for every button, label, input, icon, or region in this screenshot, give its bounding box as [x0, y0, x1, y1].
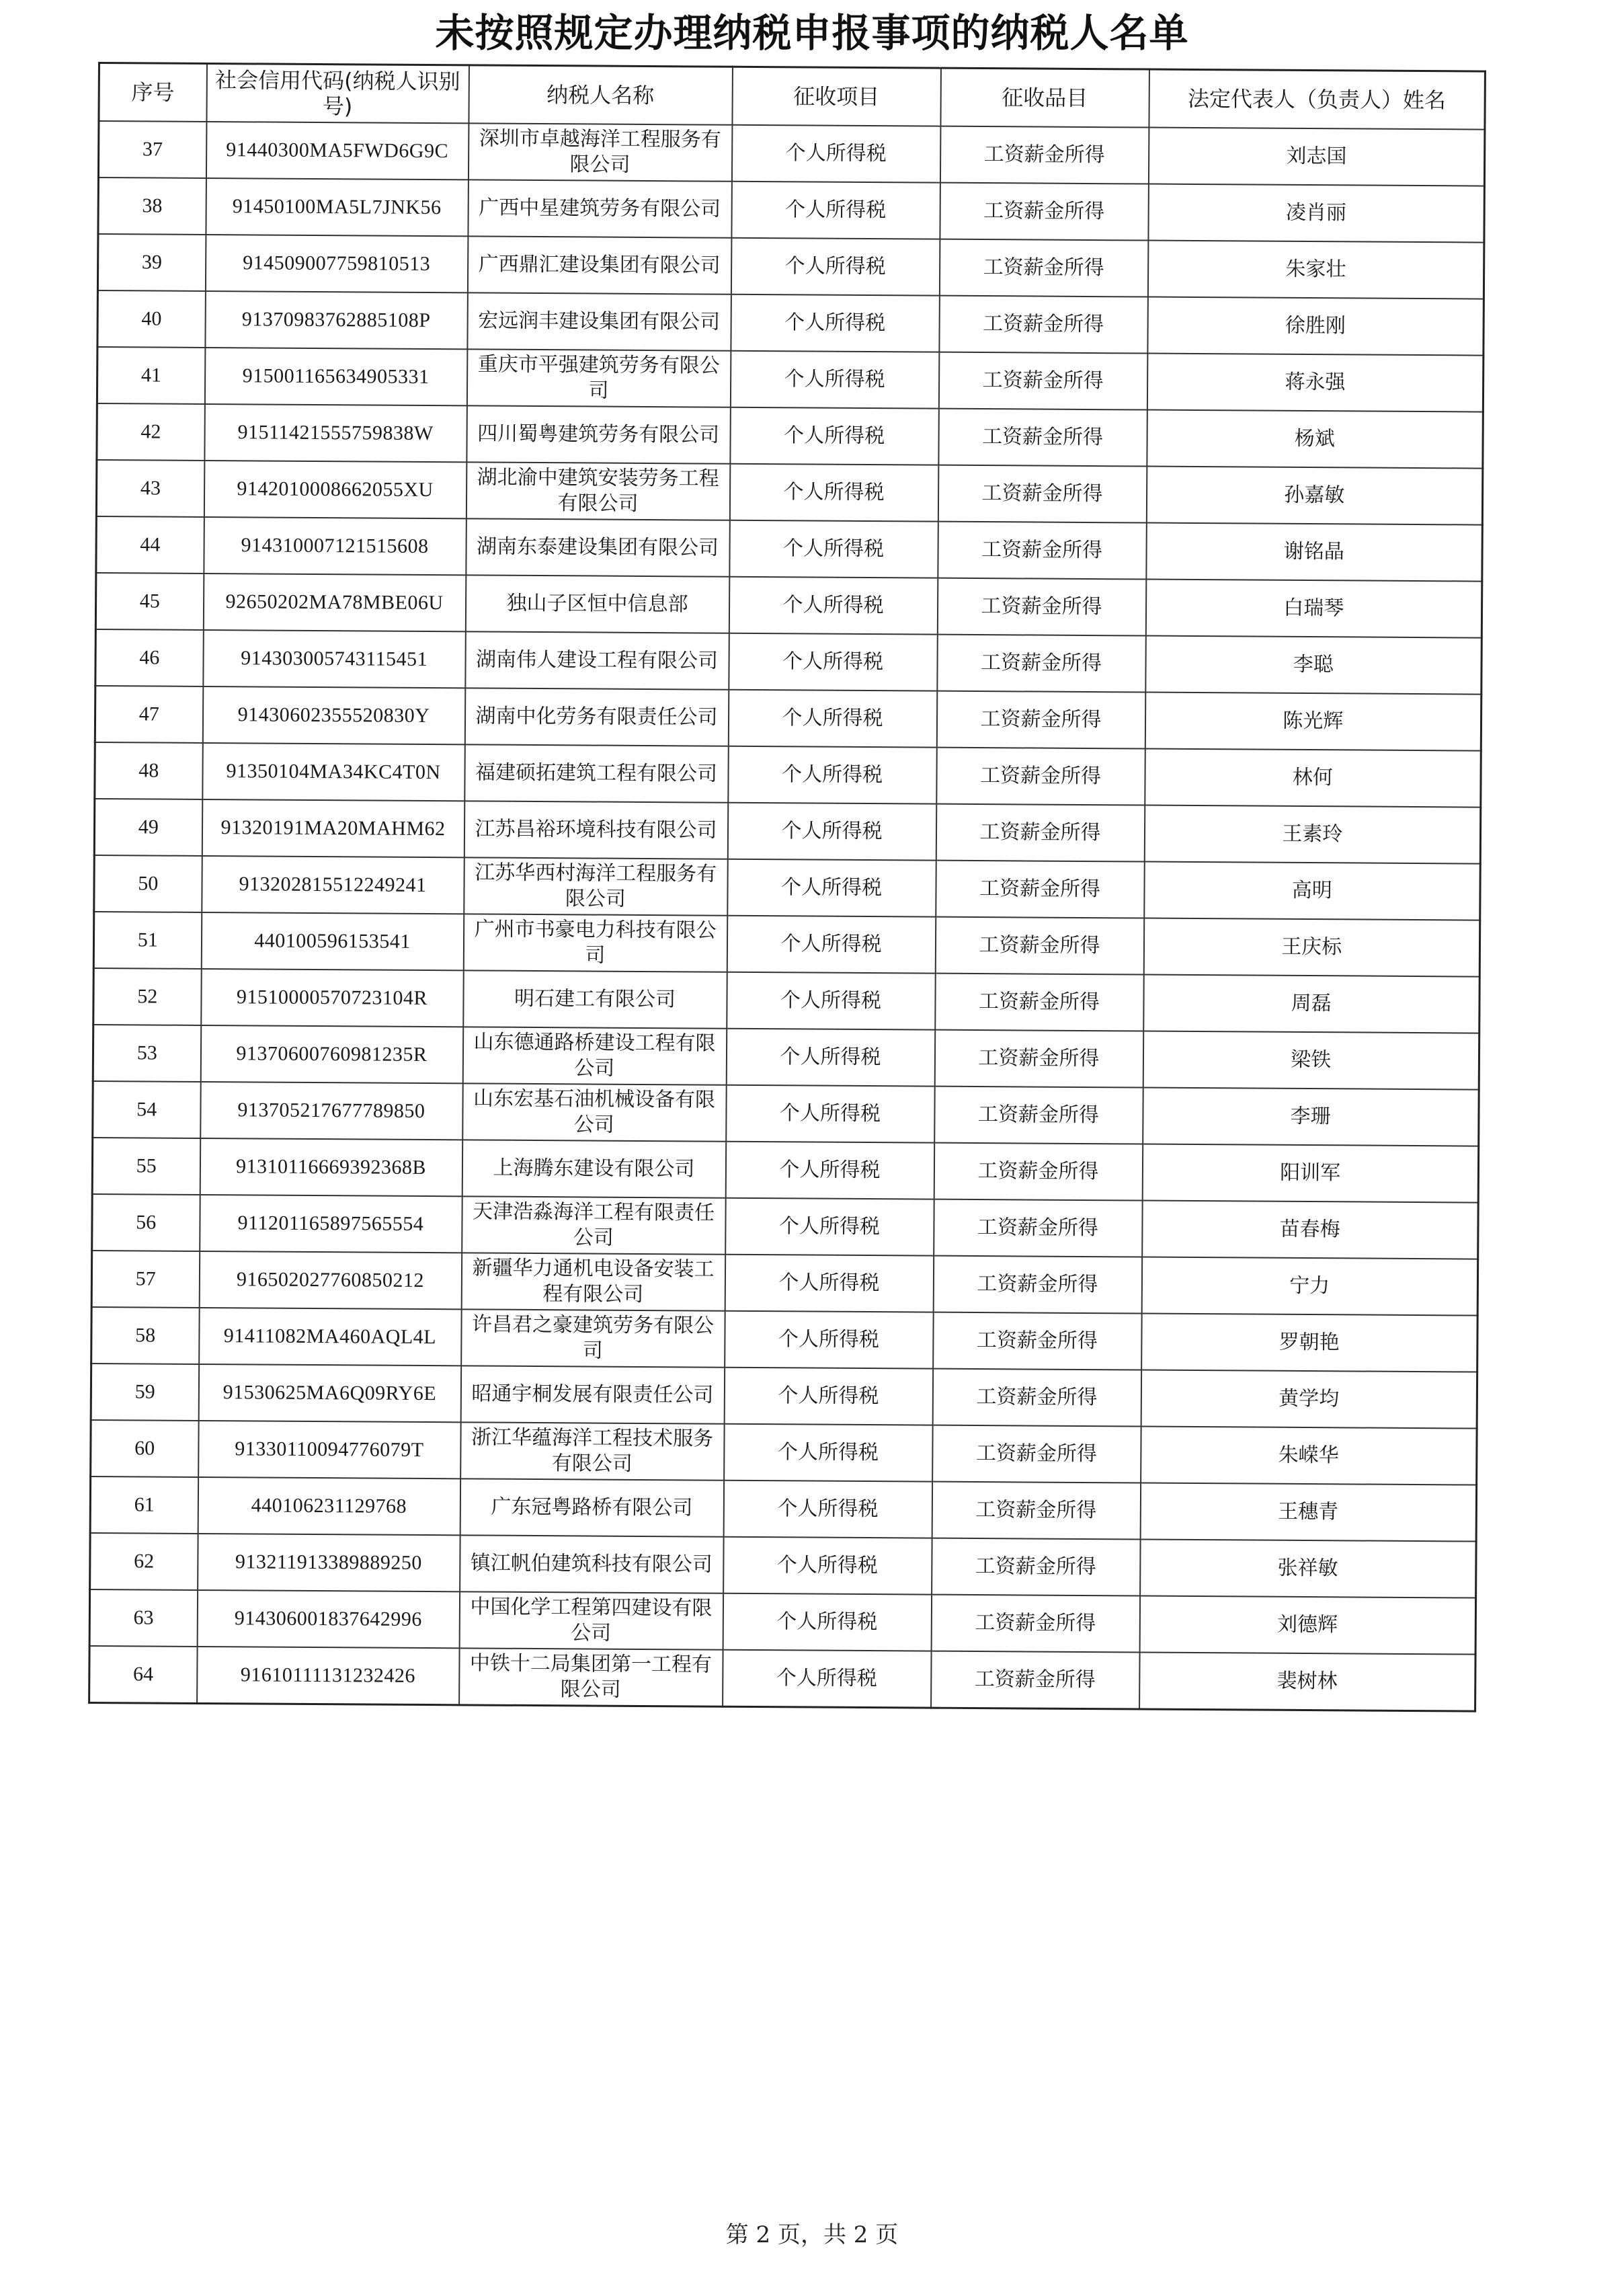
cell-tax-item: 个人所得税 — [723, 1593, 932, 1651]
cell-taxpayer-name: 中国化学工程第四建设有限公司 — [459, 1591, 723, 1649]
cell-credit-code: 440106231129768 — [198, 1477, 460, 1535]
table-body — [89, 121, 1485, 1711]
cell-legal-representative: 张祥敏 — [1140, 1540, 1477, 1598]
cell-seq: 59 — [91, 1364, 199, 1421]
cell-seq: 47 — [95, 686, 203, 743]
cell-tax-category: 工资薪金所得 — [936, 804, 1145, 862]
cell-credit-code: 9142010008662055XU — [204, 461, 466, 518]
cell-taxpayer-name: 福建硕拓建筑工程有限公司 — [464, 744, 729, 802]
cell-legal-representative: 陈光辉 — [1145, 693, 1481, 751]
cell-tax-item: 个人所得税 — [731, 182, 940, 239]
cell-legal-representative: 蒋永强 — [1147, 354, 1484, 412]
cell-seq: 44 — [96, 516, 204, 574]
cell-tax-item: 个人所得税 — [725, 1142, 934, 1199]
cell-legal-representative: 苗春梅 — [1142, 1201, 1479, 1259]
cell-credit-code: 91430602355520830Y — [202, 686, 465, 744]
cell-legal-representative: 谢铭晶 — [1146, 523, 1483, 582]
cell-taxpayer-name: 上海腾东建设有限公司 — [462, 1140, 726, 1197]
table-row — [94, 855, 1480, 920]
cell-credit-code: 914509007759810513 — [205, 235, 468, 292]
header-taxpayer-name: 纳税人名称 — [469, 65, 733, 125]
header-legal-representative: 法定代表人（负责人）姓名 — [1149, 69, 1486, 130]
cell-tax-item: 个人所得税 — [727, 859, 936, 917]
cell-seq: 43 — [96, 460, 204, 517]
cell-legal-representative: 白瑞琴 — [1145, 580, 1482, 638]
cell-tax-category: 工资薪金所得 — [932, 1425, 1141, 1483]
cell-legal-representative: 孙嘉敏 — [1146, 467, 1483, 525]
cell-legal-representative: 阳训军 — [1142, 1144, 1479, 1203]
cell-taxpayer-name: 广西鼎汇建设集团有限公司 — [467, 236, 731, 294]
cell-tax-category: 工资薪金所得 — [940, 126, 1149, 184]
table-row — [93, 1025, 1479, 1090]
cell-tax-item: 个人所得税 — [727, 916, 936, 974]
cell-tax-category: 工资薪金所得 — [931, 1651, 1140, 1709]
cell-taxpayer-name: 浙江华蕴海洋工程技术服务有限公司 — [460, 1422, 725, 1480]
cell-seq: 51 — [93, 912, 202, 969]
table-row — [96, 460, 1482, 525]
header-row — [99, 63, 1485, 130]
cell-tax-item: 个人所得税 — [724, 1368, 933, 1425]
cell-tax-item: 个人所得税 — [723, 1537, 932, 1595]
cell-tax-item: 个人所得税 — [724, 1424, 933, 1482]
header-credit-code: 社会信用代码(纳税人识别号) — [206, 63, 469, 123]
cell-tax-category: 工资薪金所得 — [936, 691, 1145, 749]
cell-seq: 42 — [97, 403, 205, 461]
cell-credit-code: 91510000570723104R — [201, 969, 464, 1027]
cell-credit-code: 91411082MA460AQL4L — [199, 1308, 462, 1366]
cell-seq: 41 — [97, 347, 205, 404]
cell-credit-code: 913202815512249241 — [202, 856, 464, 914]
cell-seq: 48 — [95, 742, 203, 799]
cell-legal-representative: 周磊 — [1143, 975, 1480, 1033]
cell-taxpayer-name: 江苏昌裕环境科技有限公司 — [464, 801, 728, 859]
cell-tax-item: 个人所得税 — [731, 125, 940, 183]
cell-taxpayer-name: 天津浩淼海洋工程有限责任公司 — [462, 1196, 726, 1254]
cell-seq: 56 — [92, 1194, 200, 1251]
cell-legal-representative: 王庆标 — [1143, 918, 1480, 977]
cell-taxpayer-name: 江苏华西村海洋工程服务有限公司 — [464, 857, 728, 915]
table-row — [98, 178, 1484, 243]
cell-tax-category: 工资薪金所得 — [939, 296, 1148, 354]
cell-taxpayer-name: 镇江帆伯建筑科技有限公司 — [460, 1535, 724, 1593]
taxpayer-table — [88, 62, 1486, 1712]
cell-legal-representative: 李珊 — [1143, 1088, 1479, 1146]
cell-credit-code: 91610111131232426 — [197, 1647, 460, 1705]
cell-taxpayer-name: 山东宏基石油机械设备有限公司 — [462, 1083, 727, 1141]
cell-seq: 49 — [94, 799, 202, 856]
cell-taxpayer-name: 山东德通路桥建设工程有限公司 — [462, 1027, 727, 1085]
cell-taxpayer-name: 四川蜀粤建筑劳务有限公司 — [466, 405, 731, 463]
cell-tax-item: 个人所得税 — [726, 1085, 935, 1143]
cell-tax-item: 个人所得税 — [727, 972, 936, 1030]
cell-seq: 55 — [92, 1138, 200, 1195]
cell-credit-code: 91310116669392368B — [200, 1138, 462, 1196]
cell-legal-representative: 徐胜刚 — [1147, 297, 1484, 356]
cell-tax-category: 工资薪金所得 — [934, 1143, 1143, 1201]
cell-seq: 63 — [89, 1589, 198, 1647]
cell-tax-category: 工资薪金所得 — [938, 352, 1147, 410]
cell-credit-code: 91320191MA20MAHM62 — [202, 799, 464, 857]
cell-tax-item: 个人所得税 — [728, 690, 937, 748]
table-row — [90, 1476, 1476, 1542]
cell-tax-category: 工资薪金所得 — [933, 1312, 1142, 1370]
cell-tax-item: 个人所得税 — [729, 633, 938, 691]
table-row — [93, 968, 1479, 1033]
cell-credit-code: 915001165634905331 — [204, 348, 467, 405]
cell-taxpayer-name: 重庆市平强建筑劳务有限公司 — [466, 349, 731, 407]
cell-taxpayer-name: 广州市书豪电力科技有限公司 — [463, 914, 727, 972]
cell-seq: 50 — [94, 855, 202, 912]
cell-tax-category: 工资薪金所得 — [939, 239, 1148, 297]
cell-tax-item: 个人所得税 — [729, 577, 938, 635]
table-row — [91, 1420, 1477, 1485]
cell-taxpayer-name: 昭通宇桐发展有限责任公司 — [460, 1366, 725, 1423]
cell-credit-code: 91370600760981235R — [200, 1025, 463, 1083]
cell-seq: 57 — [91, 1251, 200, 1308]
table-row — [97, 290, 1484, 356]
cell-tax-category: 工资薪金所得 — [934, 1030, 1143, 1088]
cell-legal-representative: 裴树林 — [1139, 1653, 1476, 1712]
table-row — [97, 403, 1483, 469]
cell-tax-item: 个人所得税 — [728, 746, 937, 804]
cell-credit-code: 92650202MA78MBE06U — [203, 574, 466, 631]
cell-taxpayer-name: 湖南东泰建设集团有限公司 — [466, 518, 730, 576]
cell-seq: 53 — [93, 1025, 201, 1082]
cell-taxpayer-name: 中铁十二局集团第一工程有限公司 — [459, 1648, 723, 1706]
header-tax-category: 征收品目 — [940, 68, 1149, 127]
cell-legal-representative: 王穗青 — [1140, 1483, 1477, 1542]
cell-tax-category: 工资薪金所得 — [940, 183, 1149, 241]
header-seq: 序号 — [99, 63, 207, 122]
cell-credit-code: 913705217677789850 — [200, 1082, 463, 1140]
cell-seq: 39 — [97, 234, 206, 291]
cell-legal-representative: 高明 — [1144, 862, 1481, 920]
table-row — [90, 1533, 1476, 1598]
cell-tax-category: 工资薪金所得 — [938, 465, 1147, 523]
cell-tax-item: 个人所得税 — [730, 351, 939, 409]
table-row — [91, 1307, 1477, 1372]
table-row — [91, 1364, 1477, 1429]
cell-tax-category: 工资薪金所得 — [934, 1199, 1143, 1257]
cell-tax-item: 个人所得税 — [729, 464, 938, 522]
cell-credit-code: 914306001837642996 — [197, 1590, 460, 1648]
cell-tax-category: 工资薪金所得 — [935, 917, 1144, 975]
cell-credit-code: 440100596153541 — [201, 912, 464, 970]
table-row — [94, 799, 1480, 864]
cell-seq: 37 — [98, 121, 206, 178]
cell-tax-category: 工资薪金所得 — [931, 1595, 1140, 1653]
cell-seq: 40 — [97, 290, 206, 348]
cell-taxpayer-name: 宏远润丰建设集团有限公司 — [467, 292, 731, 350]
cell-legal-representative: 朱嵘华 — [1141, 1427, 1477, 1485]
table-row — [92, 1138, 1478, 1203]
cell-seq: 45 — [95, 573, 204, 630]
cell-seq: 60 — [91, 1420, 199, 1477]
cell-taxpayer-name: 新疆华力通机电设备安装工程有限公司 — [461, 1253, 725, 1310]
cell-legal-representative: 刘德辉 — [1139, 1596, 1476, 1655]
cell-tax-item: 个人所得税 — [725, 1311, 934, 1369]
cell-tax-item: 个人所得税 — [727, 803, 936, 861]
cell-legal-representative: 林何 — [1145, 749, 1481, 807]
cell-legal-representative: 王素玲 — [1144, 805, 1481, 864]
cell-legal-representative: 凌肖丽 — [1148, 184, 1485, 243]
cell-seq: 62 — [90, 1533, 198, 1590]
cell-taxpayer-name: 湖北渝中建筑安装劳务工程有限公司 — [466, 462, 730, 520]
table-row — [89, 1646, 1475, 1711]
cell-tax-category: 工资薪金所得 — [936, 748, 1145, 805]
cell-taxpayer-name: 深圳市卓越海洋工程服务有限公司 — [468, 123, 732, 181]
cell-credit-code: 911201165897565554 — [200, 1195, 462, 1253]
cell-tax-category: 工资薪金所得 — [938, 522, 1147, 580]
table-row — [91, 1251, 1477, 1316]
table-row — [97, 347, 1483, 412]
cell-taxpayer-name: 许昌君之豪建筑劳务有限公司 — [461, 1309, 725, 1367]
cell-taxpayer-name: 广西中星建筑劳务有限公司 — [468, 180, 732, 237]
table-row — [95, 686, 1481, 751]
cell-tax-category: 工资薪金所得 — [938, 409, 1147, 467]
cell-seq: 64 — [89, 1646, 198, 1703]
cell-tax-item: 个人所得税 — [731, 238, 940, 296]
cell-tax-item: 个人所得税 — [723, 1481, 932, 1538]
table-row — [93, 1081, 1479, 1146]
cell-credit-code: 916502027760850212 — [199, 1251, 462, 1309]
cell-seq: 52 — [93, 968, 202, 1025]
cell-taxpayer-name: 湖南伟人建设工程有限公司 — [465, 631, 729, 689]
cell-tax-category: 工资薪金所得 — [937, 578, 1146, 636]
cell-credit-code: 914303005743115451 — [203, 630, 466, 688]
table-row — [97, 234, 1484, 299]
cell-tax-category: 工资薪金所得 — [934, 1087, 1143, 1144]
cell-tax-item: 个人所得税 — [723, 1650, 932, 1708]
cell-seq: 54 — [93, 1081, 201, 1138]
cell-tax-category: 工资薪金所得 — [932, 1482, 1141, 1540]
table-header — [99, 63, 1485, 130]
cell-credit-code: 91330110094776079T — [198, 1421, 461, 1479]
cell-taxpayer-name: 明石建工有限公司 — [463, 970, 727, 1028]
cell-legal-representative: 刘志国 — [1148, 128, 1485, 186]
cell-tax-item: 个人所得税 — [730, 407, 939, 465]
cell-credit-code: 91440300MA5FWD6G9C — [206, 122, 469, 180]
cell-tax-item: 个人所得税 — [731, 294, 940, 352]
cell-credit-code: 913211913389889250 — [198, 1534, 460, 1591]
cell-tax-category: 工资薪金所得 — [937, 635, 1146, 693]
table-row — [96, 516, 1482, 582]
cell-tax-category: 工资薪金所得 — [935, 974, 1144, 1031]
document-title: 未按照规定办理纳税申报事项的纳税人名单 — [435, 10, 1189, 56]
cell-tax-category: 工资薪金所得 — [936, 861, 1145, 918]
cell-credit-code: 914310007121515608 — [204, 517, 466, 575]
cell-credit-code: 91370983762885108P — [205, 291, 468, 349]
cell-legal-representative: 梁铁 — [1143, 1031, 1479, 1090]
cell-legal-representative: 杨斌 — [1147, 410, 1484, 469]
table-row — [92, 1194, 1478, 1259]
cell-legal-representative: 宁力 — [1141, 1257, 1478, 1316]
cell-tax-item: 个人所得税 — [725, 1255, 934, 1312]
cell-credit-code: 91511421555759838W — [204, 404, 467, 462]
cell-credit-code: 91450100MA5L7JNK56 — [206, 178, 469, 236]
table-row — [93, 912, 1479, 977]
header-tax-item: 征收项目 — [732, 67, 941, 126]
table-row — [95, 742, 1481, 807]
cell-legal-representative: 黄学均 — [1141, 1370, 1477, 1429]
taxpayer-table-container — [88, 62, 1484, 1712]
cell-tax-category: 工资薪金所得 — [932, 1538, 1141, 1596]
table-row — [98, 121, 1484, 186]
cell-tax-category: 工资薪金所得 — [933, 1256, 1142, 1314]
cell-taxpayer-name: 独山子区恒中信息部 — [465, 575, 729, 633]
cell-tax-item: 个人所得税 — [726, 1029, 935, 1087]
cell-legal-representative: 朱家壮 — [1147, 241, 1484, 299]
cell-tax-category: 工资薪金所得 — [932, 1369, 1141, 1427]
cell-seq: 38 — [98, 178, 206, 235]
page-footer: 第 2 页，共 2 页 — [725, 2221, 899, 2248]
cell-taxpayer-name: 广东冠粤路桥有限公司 — [460, 1479, 724, 1536]
cell-legal-representative: 罗朝艳 — [1141, 1314, 1478, 1372]
table-row — [95, 573, 1481, 638]
cell-tax-item: 个人所得税 — [729, 520, 938, 578]
cell-tax-item: 个人所得税 — [725, 1198, 934, 1256]
cell-taxpayer-name: 湖南中化劳务有限责任公司 — [464, 688, 729, 746]
cell-credit-code: 91350104MA34KC4T0N — [202, 743, 465, 801]
cell-credit-code: 91530625MA6Q09RY6E — [198, 1364, 461, 1422]
cell-seq: 61 — [90, 1476, 198, 1534]
cell-seq: 46 — [95, 629, 204, 686]
cell-seq: 58 — [91, 1307, 200, 1364]
table-row — [95, 629, 1481, 695]
cell-legal-representative: 李聪 — [1145, 636, 1482, 695]
table-row — [89, 1589, 1475, 1655]
